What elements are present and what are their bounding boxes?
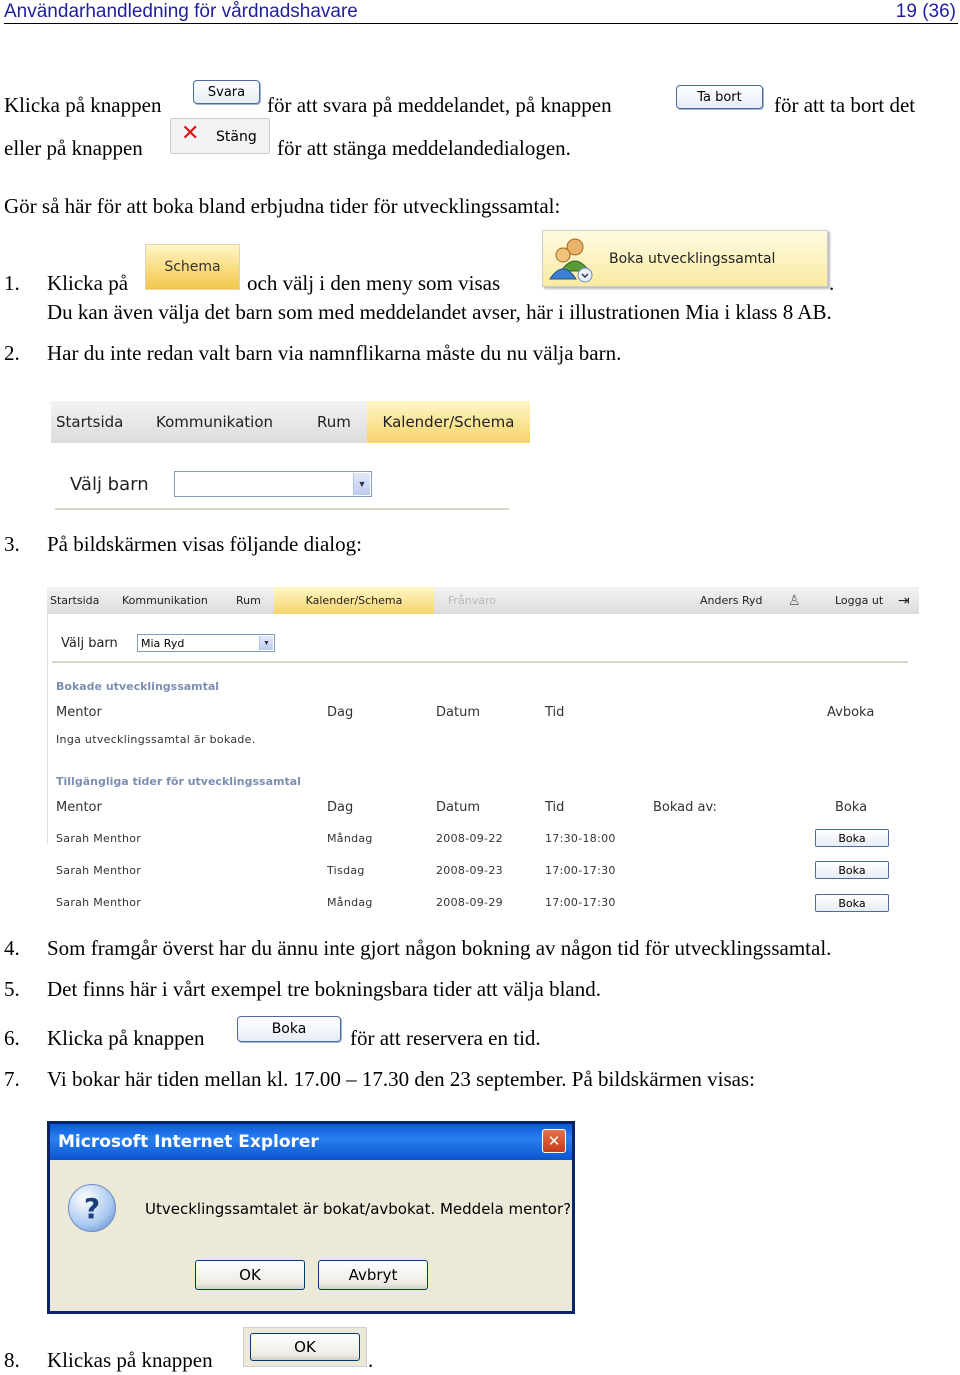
dialog-child-value: Mia Ryd — [141, 637, 185, 650]
booked-header-avboka: Avboka — [827, 705, 875, 720]
dialog-nav-kommunikation[interactable]: Kommunikation — [122, 594, 208, 607]
step-1-dot: . — [829, 271, 835, 295]
step-3-text: På bildskärmen visas följande dialog: — [47, 532, 362, 556]
logout-icon[interactable]: ⇥ — [898, 592, 910, 609]
available-section-title: Tillgängliga tider för utvecklingssamtal — [56, 775, 301, 788]
row-2-tid: 17:00-17:30 — [545, 864, 616, 877]
close-x-icon: ✕ — [181, 121, 200, 146]
dialog-nav-franvaro[interactable]: Frånvaro — [448, 594, 497, 607]
dialog-nav-rum[interactable]: Rum — [236, 594, 261, 607]
document-title: Användarhandledning för vårdnadshavare — [4, 1, 358, 22]
intro-text-1a: Klicka på knappen — [4, 93, 162, 117]
row-2-dag: Tisdag — [327, 864, 365, 877]
dialog-child-select[interactable] — [137, 634, 275, 652]
chevron-down-icon: ▼ — [259, 636, 273, 650]
row-2-mentor: Sarah Menthor — [56, 864, 142, 877]
stang-label: Stäng — [216, 129, 257, 145]
ok-button-illustration — [243, 1327, 367, 1367]
step-2-text: Har du inte redan valt barn via namnflikarna måste du nu välja barn. — [47, 341, 622, 365]
stang-button[interactable] — [170, 118, 270, 154]
nav-kommunikation[interactable]: Kommunikation — [156, 413, 274, 431]
step-8-text: Klickas på knappen — [47, 1348, 213, 1372]
dialog-nav-bar — [47, 587, 919, 614]
row-1-tid: 17:30-18:00 — [545, 832, 616, 845]
avail-header-boka: Boka — [835, 800, 868, 815]
row-3-tid: 17:00-17:30 — [545, 896, 616, 909]
svara-button[interactable]: Svara — [193, 80, 260, 104]
dialog-nav-startsida[interactable]: Startsida — [50, 594, 100, 607]
ok-button[interactable]: OK — [250, 1333, 360, 1361]
page-number: 19 (36) — [895, 1, 956, 22]
step-8-dot: . — [368, 1348, 374, 1372]
booked-empty-message: Inga utvecklingssamtal är bokade. — [56, 733, 256, 746]
step-1-text-a: Klicka på — [47, 271, 129, 295]
step-6-number: 6. — [4, 1026, 20, 1050]
avail-header-mentor: Mentor — [56, 800, 102, 815]
step-1-line-2: Du kan även välja det barn som med meddelandet avser, här i illustrationen Mia i klass 8 AB. — [47, 300, 832, 324]
row-3-dag: Måndag — [327, 896, 373, 909]
step-7-text: Vi bokar här tiden mellan kl. 17.00 – 17.30 den 23 september. På bildskärmen visas: — [47, 1067, 755, 1091]
ie-dialog — [47, 1121, 575, 1314]
intro-text-2b: för att stänga meddelandedialogen. — [277, 136, 571, 160]
nav-startsida[interactable]: Startsida — [56, 413, 124, 431]
step-5-text: Det finns här i vårt exempel tre bokningsbara tider att välja bland. — [47, 977, 601, 1001]
row-3-boka-button[interactable]: Boka — [815, 894, 889, 912]
avail-header-bokad-av: Bokad av: — [653, 800, 717, 815]
intro-text-1c: för att ta bort det — [774, 93, 916, 117]
dialog-logout-link[interactable]: Logga ut — [835, 594, 884, 607]
row-3-mentor: Sarah Menthor — [56, 896, 142, 909]
booked-header-datum: Datum — [436, 705, 480, 720]
row-1-boka-button[interactable]: Boka — [815, 829, 889, 847]
row-3-datum: 2008-09-29 — [436, 896, 503, 909]
dialog-left-border — [47, 614, 48, 844]
valj-barn-select[interactable] — [174, 471, 372, 497]
step-8-number: 8. — [4, 1348, 20, 1372]
boka-utvecklingssamtal-label: Boka utvecklingssamtal — [609, 251, 776, 267]
ie-avbryt-button[interactable]: Avbryt — [318, 1260, 428, 1290]
row-2-datum: 2008-09-23 — [436, 864, 503, 877]
step-7-number: 7. — [4, 1067, 20, 1091]
user-icon: ♙ — [788, 592, 801, 609]
ie-message: Utvecklingssamtalet är bokat/avbokat. Meddela mentor? — [145, 1200, 572, 1218]
boka-utvecklingssamtal-menu-item[interactable] — [542, 230, 828, 287]
dialog-divider — [52, 661, 908, 663]
step-2-number: 2. — [4, 341, 20, 365]
people-icon — [547, 235, 597, 283]
booked-section-title: Bokade utvecklingssamtal — [56, 680, 220, 693]
booked-header-tid: Tid — [545, 705, 565, 720]
step-1-number: 1. — [4, 271, 20, 295]
intro-text-2a: eller på knappen — [4, 136, 143, 160]
booked-header-mentor: Mentor — [56, 705, 102, 720]
row-1-dag: Måndag — [327, 832, 373, 845]
step-5-number: 5. — [4, 977, 20, 1001]
ie-title-bar — [50, 1124, 572, 1160]
dialog-nav-kalender-schema[interactable]: Kalender/Schema — [274, 587, 434, 614]
avail-header-datum: Datum — [436, 800, 480, 815]
schema-button[interactable]: Schema — [145, 244, 240, 290]
boka-button[interactable]: Boka — [237, 1016, 341, 1042]
ie-ok-button[interactable]: OK — [195, 1260, 305, 1290]
dialog-valj-barn-label: Välj barn — [61, 636, 118, 651]
document-header — [4, 0, 958, 24]
avail-header-dag: Dag — [327, 800, 354, 815]
avail-header-tid: Tid — [545, 800, 565, 815]
step-4-text: Som framgår överst har du ännu inte gjort någon bokning av någon tid för utvecklingssamtal. — [47, 936, 832, 960]
booked-header-dag: Dag — [327, 705, 354, 720]
step-6-text-a: Klicka på knappen — [47, 1026, 205, 1050]
intro-text-3: Gör så här för att boka bland erbjudna tider för utvecklingssamtal: — [4, 194, 561, 218]
valj-barn-label: Välj barn — [70, 474, 149, 495]
dialog-user-name: Anders Ryd — [700, 594, 763, 607]
nav-kalender-schema[interactable]: Kalender/Schema — [367, 401, 530, 443]
ie-title-text: Microsoft Internet Explorer — [58, 1132, 319, 1152]
intro-text-1b: för att svara på meddelandet, på knappen — [267, 93, 612, 117]
nav-bar-illustration — [51, 401, 530, 443]
row-1-mentor: Sarah Menthor — [56, 832, 142, 845]
row-1-datum: 2008-09-22 — [436, 832, 503, 845]
chevron-down-icon: ▼ — [353, 473, 370, 495]
step-4-number: 4. — [4, 936, 20, 960]
ta-bort-button[interactable]: Ta bort — [676, 85, 763, 109]
step-3-number: 3. — [4, 532, 20, 556]
close-icon[interactable]: ✕ — [542, 1129, 566, 1153]
step-6-text-b: för att reservera en tid. — [350, 1026, 541, 1050]
nav-rum[interactable]: Rum — [317, 413, 351, 431]
row-2-boka-button[interactable]: Boka — [815, 861, 889, 879]
step-1-text-b: och välj i den meny som visas — [247, 271, 501, 295]
question-icon: ? — [68, 1184, 116, 1232]
divider — [55, 508, 509, 510]
